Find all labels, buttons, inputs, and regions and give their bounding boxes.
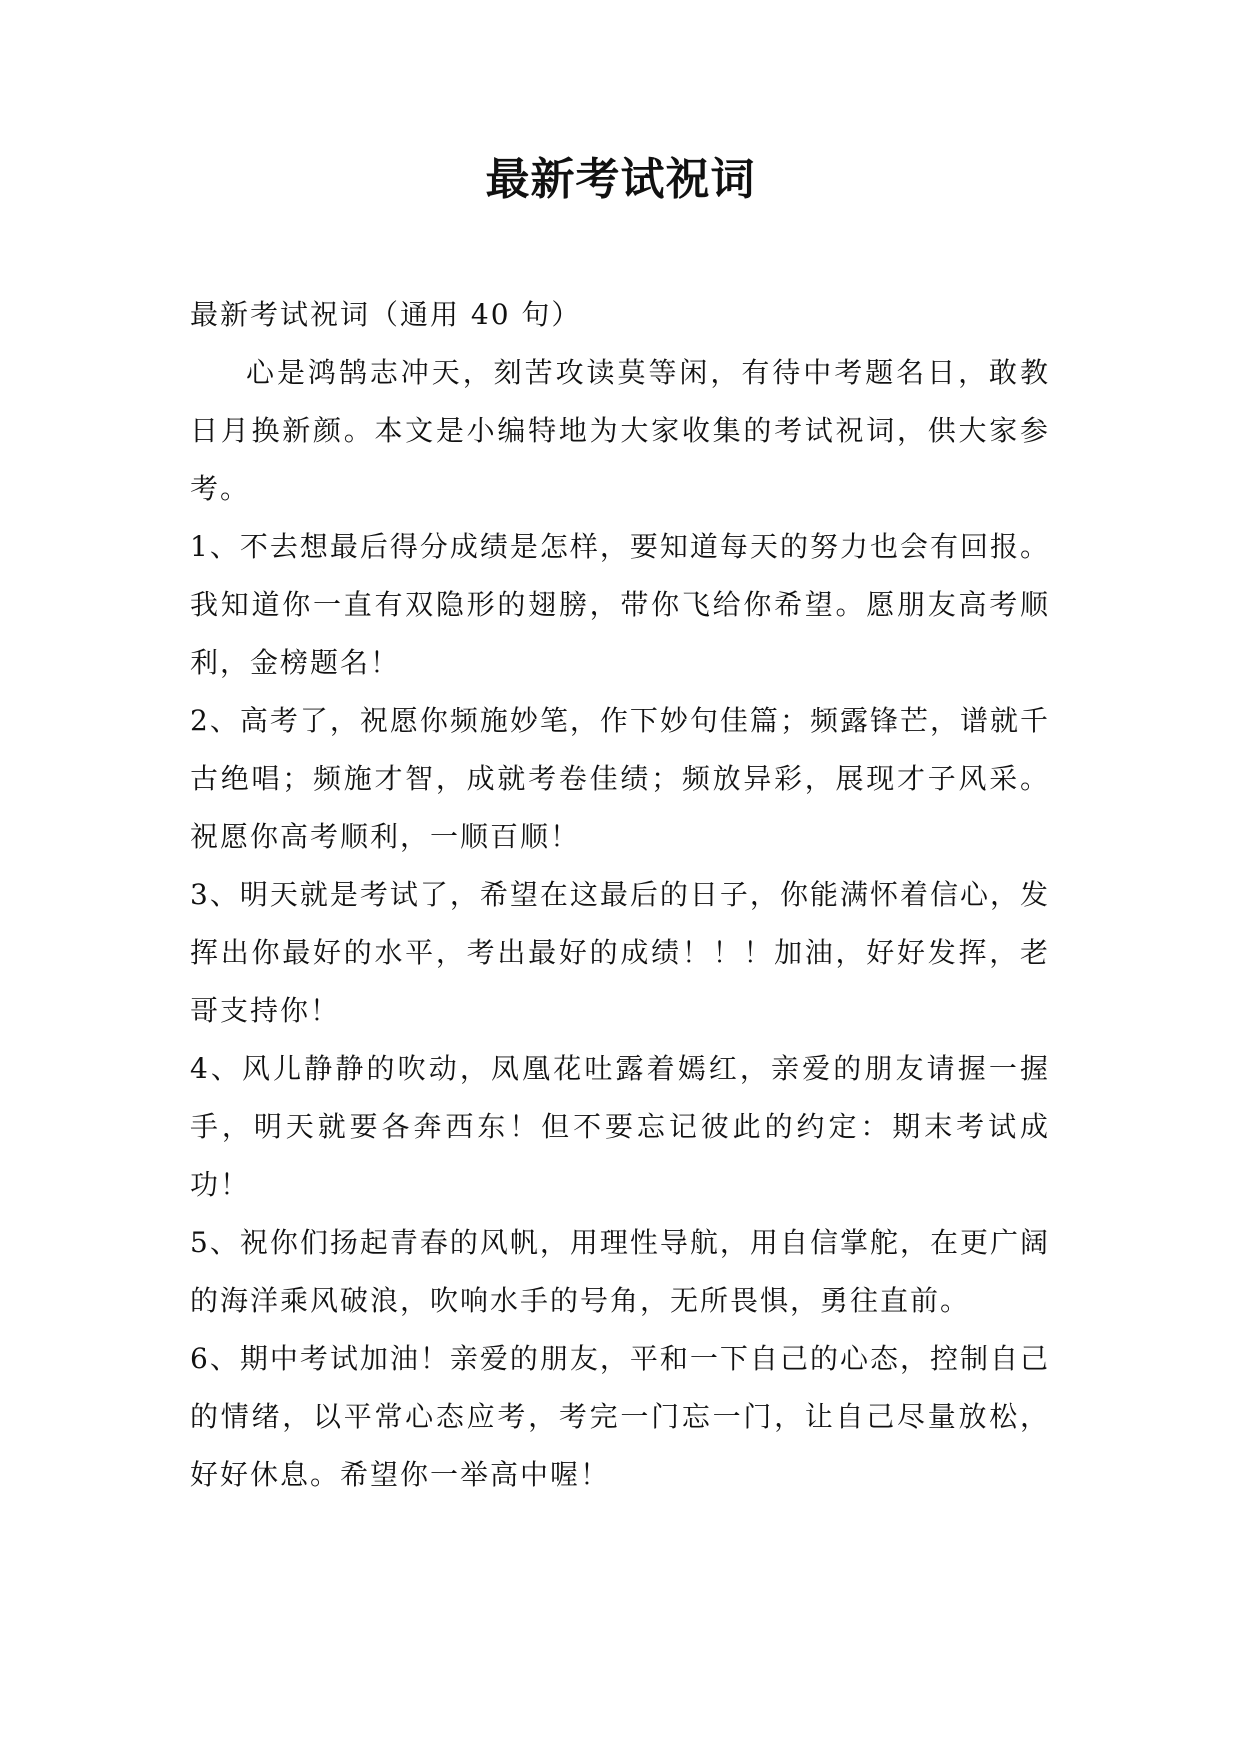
list-item: 4、风儿静静的吹动，凤凰花吐露着嫣红，亲爱的朋友请握一握手，明天就要各奔西东！但不要忘记彼此的约定：期末考试成功！ bbox=[190, 1052, 1050, 1201]
document-body bbox=[190, 286, 1050, 1504]
intro-paragraph: 心是鸿鹄志冲天，刻苦攻读莫等闲，有待中考题名日，敢教日月换新颜。本文是小编特地为大家收集的考试祝词，供大家参考。 bbox=[190, 356, 1050, 505]
list-item: 3、明天就是考试了，希望在这最后的日子，你能满怀着信心，发挥出你最好的水平，考出最好的成绩！！！加油，好好发挥，老哥支持你！ bbox=[190, 878, 1050, 1027]
list-item: 1、不去想最后得分成绩是怎样，要知道每天的努力也会有回报。我知道你一直有双隐形的翅膀，带你飞给你希望。愿朋友高考顺利，金榜题名！ bbox=[190, 530, 1050, 679]
list-item: 5、祝你们扬起青春的风帆，用理性导航，用自信掌舵，在更广阔的海洋乘风破浪，吹响水手的号角，无所畏惧，勇往直前。 bbox=[190, 1226, 1050, 1317]
list-item: 2、高考了，祝愿你频施妙笔，作下妙句佳篇；频露锋芒，谱就千古绝唱；频施才智，成就考卷佳绩；频放异彩，展现才子风采。祝愿你高考顺利，一顺百顺！ bbox=[190, 704, 1050, 853]
document-title: 最新考试祝词 bbox=[485, 154, 756, 205]
list-item: 6、期中考试加油！亲爱的朋友，平和一下自己的心态，控制自己的情绪，以平常心态应考，考完一门忘一门，让自己尽量放松，好好休息。希望你一举高中喔！ bbox=[190, 1342, 1050, 1491]
document-subtitle: 最新考试祝词（通用 40 句） bbox=[190, 298, 582, 331]
blessing-list bbox=[190, 518, 1050, 1504]
